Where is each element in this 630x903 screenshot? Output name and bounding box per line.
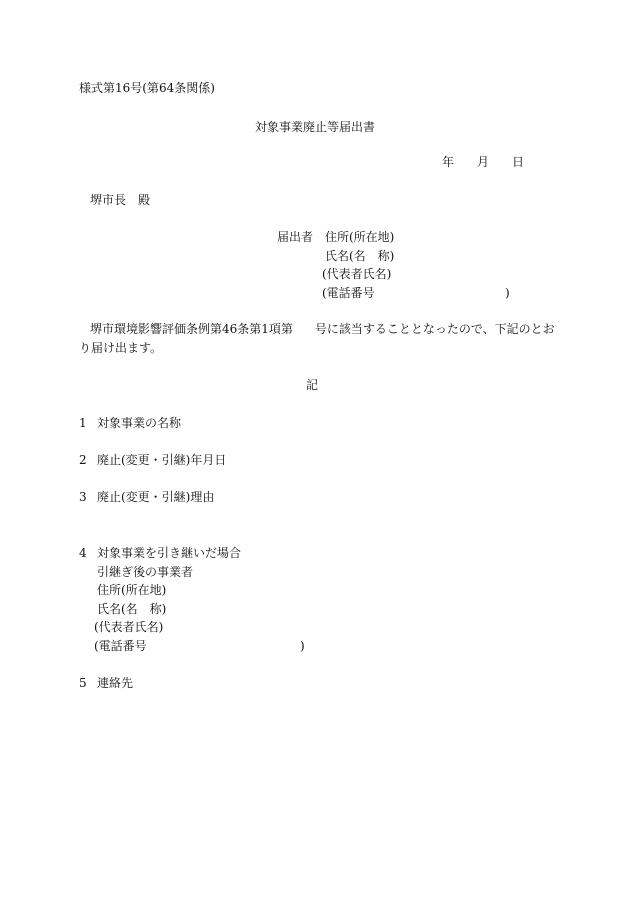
successor-address: 住所(所在地) <box>97 583 167 597</box>
ki-heading: 記 <box>305 378 319 392</box>
date-year: 年 <box>442 155 455 169</box>
document-title: 対象事業廃止等届出書 <box>254 120 376 134</box>
item-label: 対象事業の名称 <box>97 416 182 430</box>
list-item <box>79 546 241 560</box>
notifier-phone-close: ) <box>505 286 510 300</box>
item-number: 2 <box>79 453 87 467</box>
item-label: 対象事業を引き継いだ場合 <box>97 546 242 560</box>
item-number: 4 <box>79 546 87 560</box>
item-number: 3 <box>79 490 87 504</box>
form-reference: 様式第16号(第64条関係) <box>79 81 215 95</box>
notifier-representative: (代表者氏名) <box>322 267 392 281</box>
item-label: 連絡先 <box>97 676 134 690</box>
addressee: 堺市長 殿 <box>90 193 151 207</box>
notifier-name: 氏名(名 称) <box>325 249 395 263</box>
item-label: 廃止(変更・引継)年月日 <box>97 453 227 467</box>
successor-phone-close: ) <box>300 639 305 653</box>
list-item <box>79 416 181 430</box>
body-line-1 <box>90 322 555 336</box>
successor-phone-open: (電話番号 <box>94 639 147 653</box>
date-month: 月 <box>477 155 490 169</box>
item-number: 1 <box>79 416 87 430</box>
successor-name: 氏名(名 称) <box>97 602 167 616</box>
successor-representative: (代表者氏名) <box>94 620 164 634</box>
item-number: 5 <box>79 676 87 690</box>
notifier-phone-open: (電話番号 <box>322 286 375 300</box>
successor-heading: 引継ぎ後の事業者 <box>97 565 194 579</box>
item-label: 廃止(変更・引継)理由 <box>97 490 215 504</box>
list-item <box>79 490 214 504</box>
date-day: 日 <box>512 155 525 169</box>
list-item <box>79 676 133 690</box>
body-line-1-a: 堺市環境影響評価条例第46条第1項第 <box>90 322 293 336</box>
body-line-2: り届け出ます。 <box>79 341 163 355</box>
notifier-label: 届出者 <box>277 230 314 244</box>
notifier-address: 住所(所在地) <box>325 230 395 244</box>
body-line-1-b: 号に該当することとなったので、下記のとお <box>314 322 555 336</box>
list-item <box>79 453 226 467</box>
